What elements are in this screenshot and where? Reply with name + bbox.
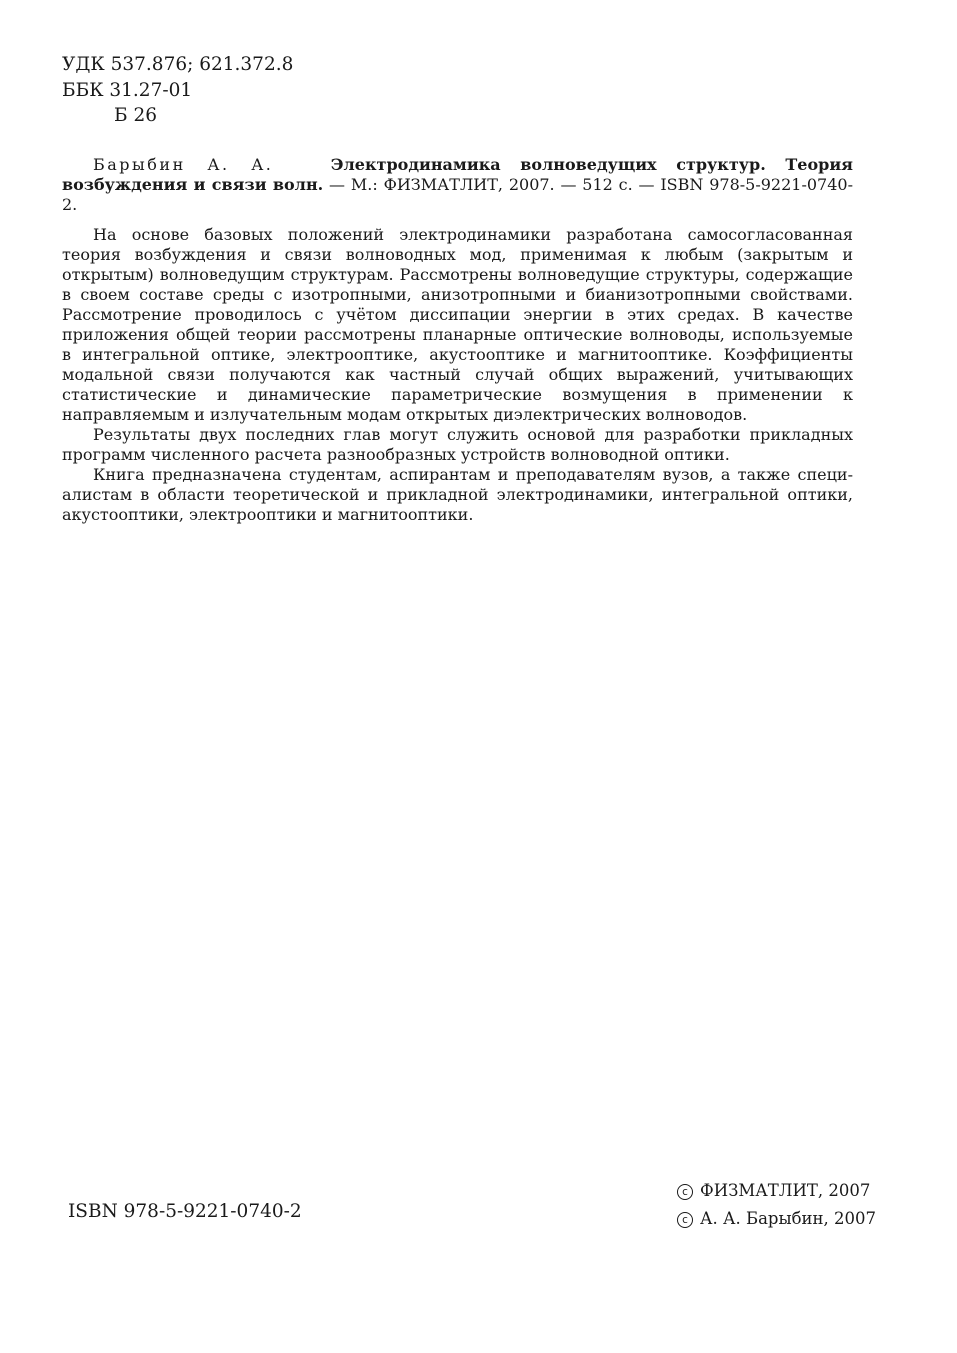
author-mark: Б 26 [114, 105, 158, 126]
citation-title: Электродинамика волноведущих структур. Теория возбуждения и связи волн. [62, 155, 854, 194]
copyright-block [677, 1177, 876, 1233]
copyright-author: А. А. Барыбин, 2007 [700, 1209, 877, 1228]
copyright-publisher: ФИЗМАТЛИТ, 2007 [700, 1181, 871, 1200]
citation-imprint: — М.: ФИЗМАТЛИТ, 2007. — 512 с. — ISBN 978-5-9221-0740-2. [62, 175, 854, 214]
annotation-paragraph: Результаты двух последних глав могут служить основой для разработки прикладных программ численного расчета разнообразных устройств волноводной оптики. [62, 425, 853, 464]
copyright-icon: c [677, 1212, 693, 1228]
isbn-footer: ISBN 978-5-9221-0740-2 [68, 1201, 302, 1222]
bbk-code: ББК 31.27-01 [62, 79, 193, 101]
udk-code: УДК 537.876; 621.372.8 [62, 54, 294, 75]
annotation-paragraph: На основе базовых положений электродинамики разработана самосогласованная теория возбуждения и связи волноводных мод, применимая к любым (закрытым и открытым) волноведущим структурам. Рассмотрены волноведущие структуры, содержащие в своем составе среды с изотропными, анизотропными и бианизотропными свойствами. Рассмотрение проводилось с учётом диссипации энергии в этих средах. В качестве приложения общей теории рассмотрены планарные оптические волноводы, используемые в интегральной оптике, электрооптике, акустооптике и магнитооптике. Коэффициенты модальной связи получаются как частный случай общих выражений, учитывающих статистические и динамические параметрические возмущения в применении к направляемым и излучательным модам открытых диэлектрических волноводов. [62, 225, 853, 424]
classification-block [62, 52, 293, 129]
annotation-paragraph: Книга предназначена студентам, аспирантам и преподавателям вузов, а также специалистам в области теоретической и прикладной электродинамики, интегральной оптики, акустооптики, электрооптики и магнитооптики. [62, 465, 853, 524]
bibliographic-citation [62, 155, 853, 215]
main-content [62, 155, 853, 525]
citation-author: Барыбин А. А. [93, 155, 274, 174]
copyright-line-author [677, 1205, 876, 1233]
copyright-icon: c [677, 1184, 693, 1200]
copyright-line-publisher [677, 1177, 876, 1205]
